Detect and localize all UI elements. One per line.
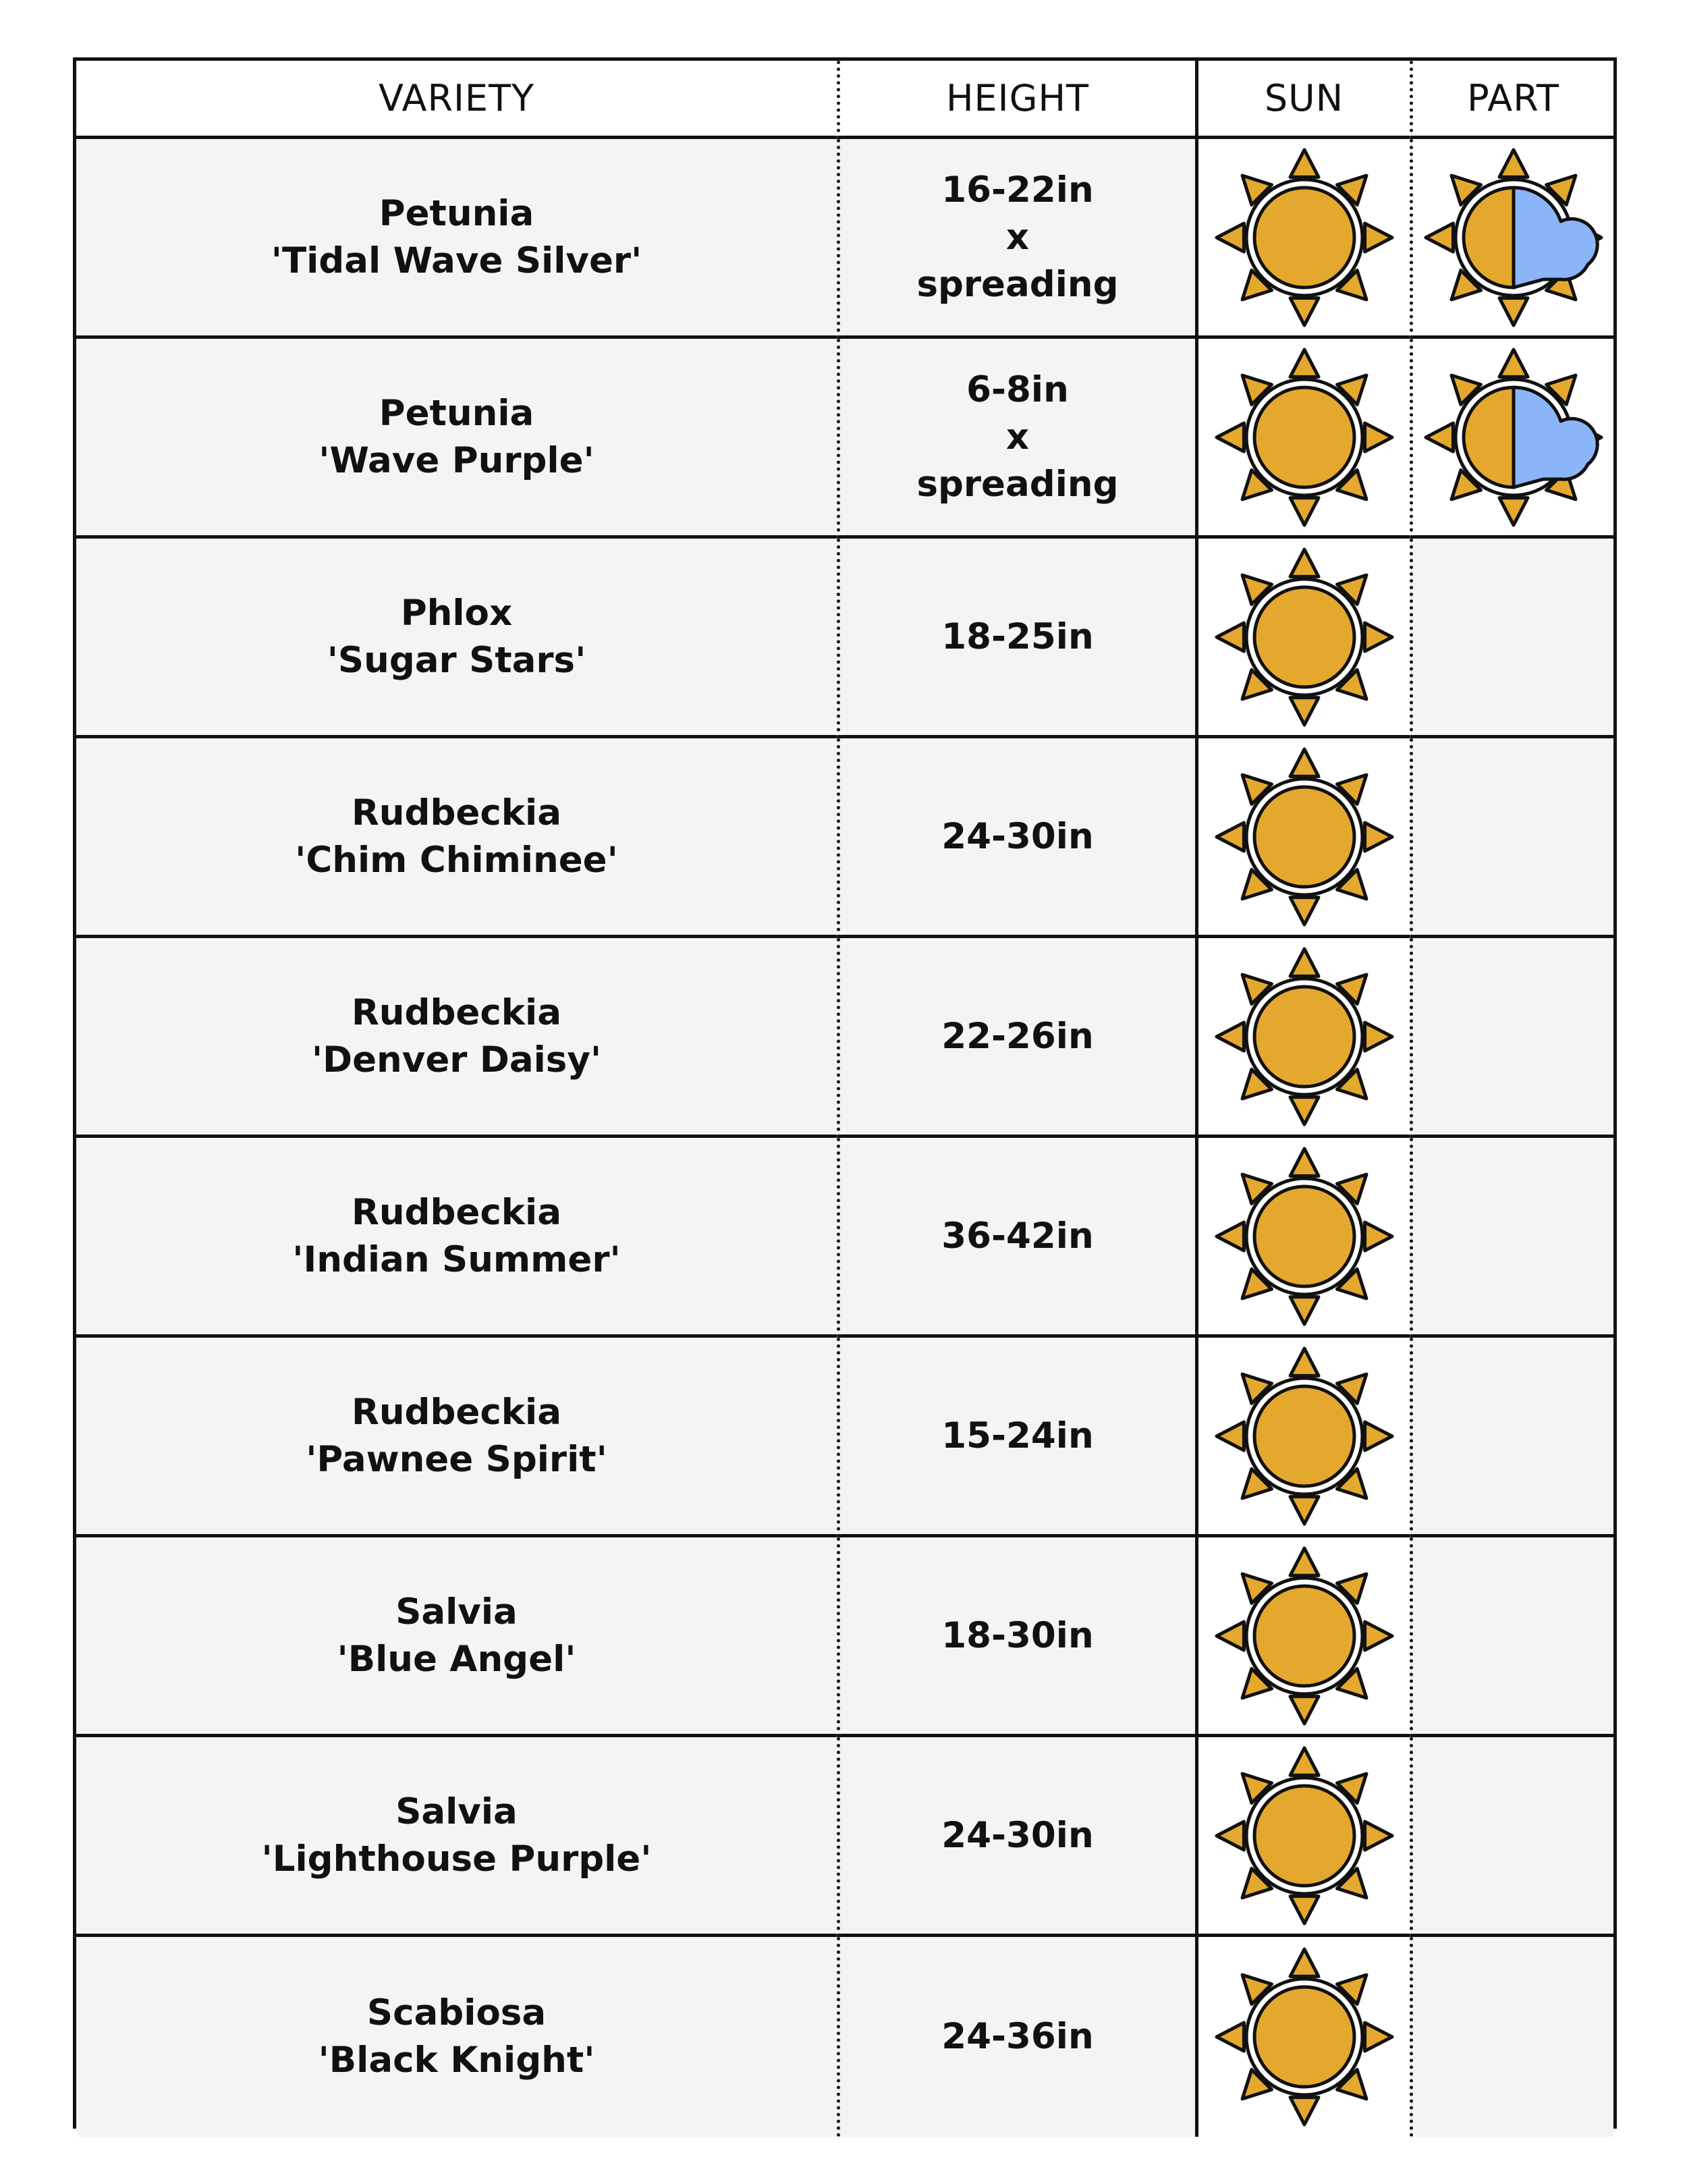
variety-cell: [76, 738, 837, 938]
full-sun-icon: [1210, 1541, 1399, 1730]
height-line: 36-42in: [941, 1215, 1094, 1257]
table-row: [76, 738, 1613, 938]
height-cell: [837, 1937, 1195, 2137]
height-line: spreading: [916, 263, 1119, 305]
variety-name: [312, 989, 601, 1084]
part-cell: [1410, 539, 1613, 738]
height-line: x: [1005, 416, 1030, 458]
height-value: [916, 366, 1118, 508]
header-variety: VARIETY: [76, 61, 837, 139]
variety-name: [271, 190, 642, 285]
sun-cell: [1195, 738, 1410, 938]
height-value: [941, 813, 1093, 861]
height-cell: [837, 938, 1195, 1138]
plant-name: Salvia: [395, 1591, 518, 1633]
variety-cell: [76, 1138, 837, 1338]
height-line: x: [1005, 216, 1030, 258]
plant-name: Rudbeckia: [352, 1391, 561, 1433]
variety-name: [295, 790, 618, 884]
full-sun-icon: [1210, 1142, 1399, 1331]
header-part: PART: [1410, 61, 1613, 139]
cultivar-name: 'Black Knight': [318, 2040, 595, 2081]
height-value: [941, 1413, 1093, 1460]
height-cell: [837, 1338, 1195, 1537]
variety-cell: [76, 938, 837, 1138]
table-row: [76, 938, 1613, 1138]
sun-cell: [1195, 1338, 1410, 1537]
height-line: 22-26in: [941, 1015, 1094, 1057]
height-value: [941, 1213, 1093, 1260]
height-value: [941, 1013, 1093, 1060]
variety-cell: [76, 1537, 837, 1737]
table-row: [76, 339, 1613, 539]
plant-name: Petunia: [379, 392, 534, 434]
sun-cell: [1195, 139, 1410, 339]
variety-name: [319, 390, 594, 485]
plant-name: Phlox: [400, 592, 513, 634]
part-cell: [1410, 1537, 1613, 1737]
variety-cell: [76, 339, 837, 539]
variety-name: [292, 1189, 620, 1284]
part-cell: [1410, 938, 1613, 1138]
plant-table: [73, 57, 1617, 2129]
cultivar-name: 'Sugar Stars': [327, 639, 586, 681]
variety-name: [319, 1990, 595, 2084]
header-row: [76, 61, 1613, 139]
sun-cell: [1195, 539, 1410, 738]
plant-name: Rudbeckia: [352, 792, 561, 834]
height-cell: [837, 139, 1195, 339]
part-cell: [1410, 1138, 1613, 1338]
height-line: 15-24in: [941, 1415, 1094, 1456]
variety-cell: [76, 1737, 837, 1937]
cultivar-name: 'Pawnee Spirit': [306, 1438, 607, 1480]
sun-cell: [1195, 1138, 1410, 1338]
full-sun-icon: [1210, 742, 1399, 931]
cultivar-name: 'Chim Chiminee': [295, 839, 618, 881]
variety-cell: [76, 139, 837, 339]
table-row: [76, 139, 1613, 339]
header-sun: SUN: [1195, 61, 1410, 139]
plant-name: Salvia: [395, 1791, 518, 1832]
sun-cell: [1195, 1937, 1410, 2137]
plant-name: Rudbeckia: [352, 991, 561, 1033]
header-height: HEIGHT: [837, 61, 1195, 139]
sun-cell: [1195, 339, 1410, 539]
part-cell: [1410, 1937, 1613, 2137]
height-cell: [837, 339, 1195, 539]
variety-name: [306, 1389, 607, 1483]
height-value: [941, 1812, 1093, 1859]
height-line: 24-30in: [941, 815, 1094, 857]
part-cell: [1410, 139, 1613, 339]
table-row: [76, 539, 1613, 738]
variety-name: [327, 590, 586, 684]
plant-name: Petunia: [379, 192, 534, 234]
full-sun-icon: [1210, 942, 1399, 1131]
plant-name: Rudbeckia: [352, 1191, 561, 1233]
full-sun-icon: [1210, 543, 1399, 732]
height-value: [941, 2013, 1093, 2060]
part-sun-icon: [1419, 343, 1608, 532]
height-cell: [837, 1737, 1195, 1937]
full-sun-icon: [1210, 1942, 1399, 2131]
height-value: [916, 167, 1118, 308]
sun-cell: [1195, 938, 1410, 1138]
height-value: [941, 613, 1093, 661]
height-line: 24-36in: [941, 2016, 1094, 2057]
part-cell: [1410, 339, 1613, 539]
part-cell: [1410, 1737, 1613, 1937]
variety-cell: [76, 539, 837, 738]
height-cell: [837, 1537, 1195, 1737]
table-row: [76, 1937, 1613, 2137]
sun-cell: [1195, 1737, 1410, 1937]
variety-name: [337, 1589, 576, 1683]
height-line: 18-25in: [941, 616, 1094, 657]
part-cell: [1410, 1338, 1613, 1537]
cultivar-name: 'Wave Purple': [319, 439, 594, 481]
height-line: spreading: [916, 463, 1119, 505]
part-cell: [1410, 738, 1613, 938]
height-line: 18-30in: [941, 1614, 1094, 1656]
variety-name: [262, 1789, 652, 1883]
variety-cell: [76, 1937, 837, 2137]
full-sun-icon: [1210, 343, 1399, 532]
height-cell: [837, 539, 1195, 738]
part-sun-icon: [1419, 143, 1608, 332]
table-row: [76, 1138, 1613, 1338]
full-sun-icon: [1210, 1741, 1399, 1930]
table-row: [76, 1737, 1613, 1937]
table-row: [76, 1537, 1613, 1737]
full-sun-icon: [1210, 143, 1399, 332]
height-line: 16-22in: [941, 169, 1094, 211]
sun-cell: [1195, 1537, 1410, 1737]
variety-cell: [76, 1338, 837, 1537]
height-line: 6-8in: [966, 368, 1069, 410]
plant-name: Scabiosa: [366, 1992, 547, 2033]
height-cell: [837, 738, 1195, 938]
height-cell: [837, 1138, 1195, 1338]
height-value: [941, 1612, 1093, 1660]
table-row: [76, 1338, 1613, 1537]
cultivar-name: 'Indian Summer': [292, 1238, 621, 1280]
cultivar-name: 'Blue Angel': [337, 1638, 576, 1680]
full-sun-icon: [1210, 1342, 1399, 1531]
cultivar-name: 'Tidal Wave Silver': [271, 240, 642, 281]
height-line: 24-30in: [941, 1814, 1094, 1856]
cultivar-name: 'Lighthouse Purple': [261, 1838, 652, 1880]
cultivar-name: 'Denver Daisy': [311, 1039, 602, 1081]
